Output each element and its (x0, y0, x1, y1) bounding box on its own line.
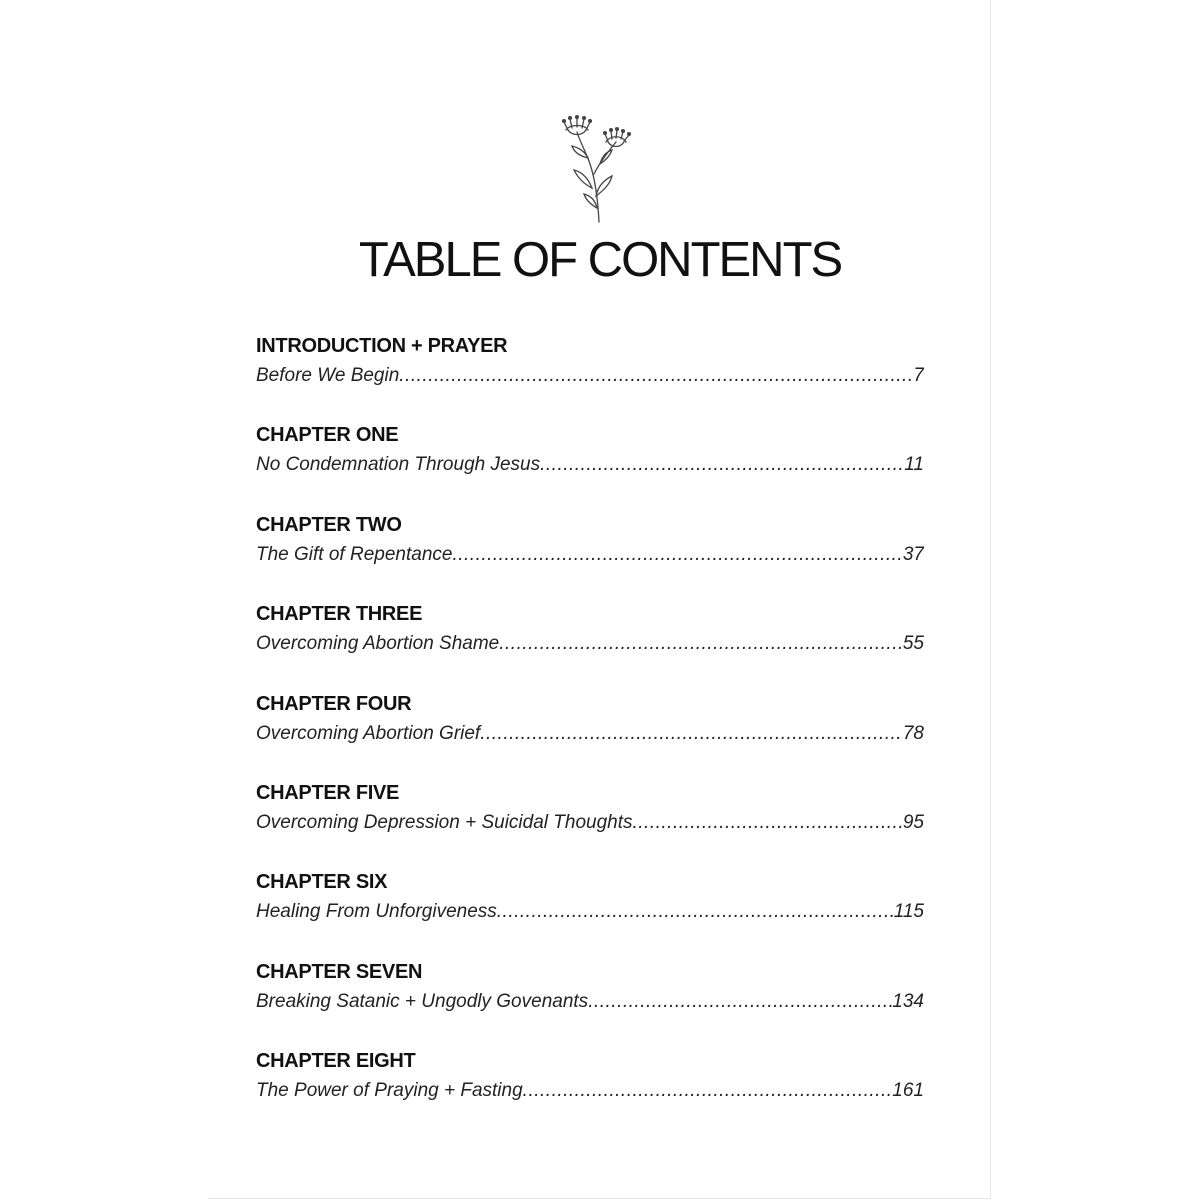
dot-leader (523, 1077, 893, 1105)
toc-list (256, 332, 924, 1137)
flower-sprig-icon (550, 112, 640, 227)
chapter-heading: CHAPTER FIVE (256, 781, 400, 804)
page-number: 55 (902, 633, 924, 655)
toc-line (256, 362, 924, 390)
chapter-subtitle: Overcoming Abortion Shame (256, 633, 500, 655)
chapter-subtitle: The Power of Praying + Fasting (256, 1080, 523, 1102)
toc-entry-chapter-eight[interactable] (256, 1047, 924, 1136)
chapter-heading: CHAPTER SEVEN (256, 960, 423, 983)
dot-leader (399, 362, 913, 390)
page-number: 134 (892, 990, 924, 1012)
dot-leader (540, 451, 904, 479)
toc-entry-chapter-two[interactable] (256, 511, 924, 600)
dot-leader (497, 898, 894, 926)
toc-line (256, 720, 924, 748)
chapter-heading: INTRODUCTION + PRAYER (256, 335, 508, 357)
chapter-subtitle: Before We Begin (256, 365, 400, 386)
toc-entry-chapter-one[interactable] (256, 421, 924, 510)
chapter-heading: CHAPTER THREE (256, 603, 423, 626)
chapter-subtitle: The Gift of Repentance (256, 543, 453, 565)
dot-leader (588, 988, 892, 1016)
chapter-subtitle: No Condemnation Through Jesus (256, 454, 541, 476)
toc-entry-introduction[interactable] (256, 332, 924, 421)
toc-entry-chapter-three[interactable] (256, 600, 924, 689)
toc-entry-chapter-five[interactable] (256, 779, 924, 868)
page-number: 37 (902, 543, 924, 565)
toc-entry-chapter-six[interactable] (256, 868, 924, 957)
chapter-subtitle: Overcoming Abortion Grief (256, 722, 481, 744)
toc-line (256, 541, 924, 569)
toc-line (256, 630, 924, 658)
toc-line (256, 988, 924, 1016)
toc-line (256, 809, 924, 837)
chapter-subtitle: Healing From Unforgiveness (256, 901, 497, 923)
chapter-heading: CHAPTER SIX (256, 871, 388, 894)
toc-entry-chapter-seven[interactable] (256, 958, 924, 1047)
chapter-heading: CHAPTER FOUR (256, 692, 412, 715)
page-number: 95 (902, 811, 924, 833)
dot-leader (633, 809, 903, 837)
page-number: 115 (893, 901, 924, 923)
chapter-subtitle: Breaking Satanic + Ungodly Govenants (256, 990, 589, 1012)
toc-line (256, 1077, 924, 1105)
toc-line (256, 451, 924, 479)
page-number: 161 (892, 1080, 924, 1102)
toc-line (256, 898, 924, 926)
chapter-heading: CHAPTER ONE (256, 424, 399, 447)
page-number: 11 (904, 454, 924, 476)
page-title: TABLE OF CONTENTS (358, 233, 842, 287)
chapter-subtitle: Overcoming Depression + Suicidal Thoughts (256, 811, 633, 833)
chapter-heading: CHAPTER EIGHT (256, 1050, 416, 1073)
page-number: 7 (913, 365, 924, 386)
dot-leader (480, 720, 903, 748)
dot-leader (452, 541, 902, 569)
page-number: 78 (902, 722, 924, 744)
chapter-heading: CHAPTER TWO (256, 513, 402, 536)
toc-entry-chapter-four[interactable] (256, 690, 924, 779)
dot-leader (499, 630, 903, 658)
